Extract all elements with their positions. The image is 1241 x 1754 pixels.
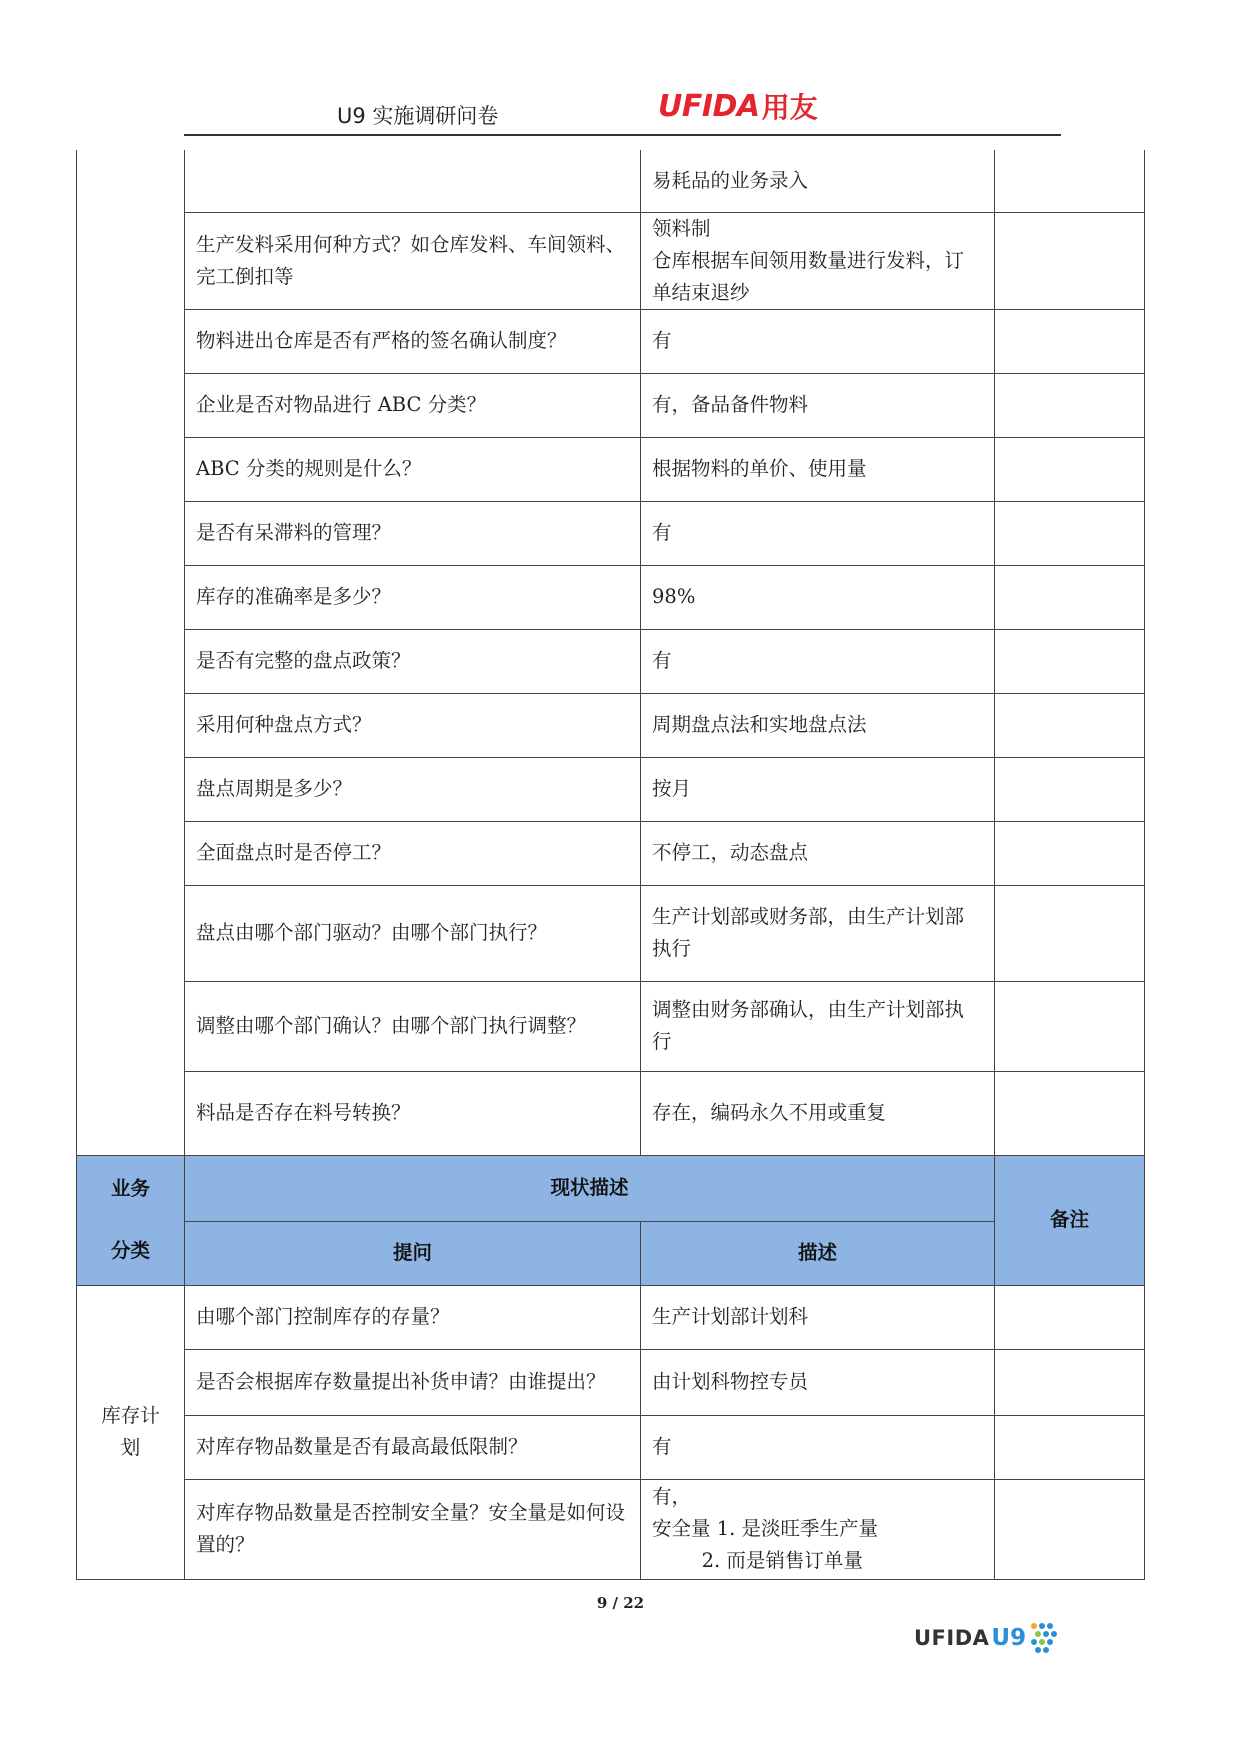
table-row — [77, 693, 1145, 757]
table-row — [77, 1479, 1145, 1579]
remark-cell — [995, 437, 1145, 501]
question-cell: 生产发料采用何种方式？如仓库发料、车间领料、完工倒扣等 — [185, 212, 641, 309]
remark-cell — [995, 1415, 1145, 1479]
answer-cell: 按月 — [641, 757, 995, 821]
footer-logo-u9: U9 — [991, 1625, 1027, 1651]
answer-cell: 周期盘点法和实地盘点法 — [641, 693, 995, 757]
answer-cell: 根据物料的单价、使用量 — [641, 437, 995, 501]
table-row — [77, 629, 1145, 693]
table-row — [77, 1415, 1145, 1479]
table-row — [77, 821, 1145, 885]
table-row — [77, 1071, 1145, 1155]
answer-cell: 有 — [641, 629, 995, 693]
remark-cell — [995, 501, 1145, 565]
table-row — [77, 437, 1145, 501]
question-cell: 采用何种盘点方式？ — [185, 693, 641, 757]
table-row — [77, 981, 1145, 1071]
remark-cell — [995, 757, 1145, 821]
table-row — [77, 212, 1145, 309]
answer-cell: 易耗品的业务录入 — [641, 150, 995, 212]
answer-cell: 调整由财务部确认，由生产计划部执行 — [641, 981, 995, 1071]
logo-text-en: UFIDA — [658, 88, 760, 124]
question-cell: 对库存物品数量是否控制安全量？安全量是如何设置的？ — [185, 1479, 641, 1579]
remark-cell — [995, 629, 1145, 693]
category-label: 库存计 划 — [77, 1285, 185, 1579]
header-remark: 备注 — [995, 1155, 1145, 1285]
header-status: 现状描述 — [185, 1155, 995, 1221]
remark-cell — [995, 309, 1145, 373]
table-row — [77, 1349, 1145, 1415]
remark-cell — [995, 373, 1145, 437]
dots-icon — [1028, 1622, 1058, 1654]
remark-cell — [995, 821, 1145, 885]
question-cell: 由哪个部门控制库存的存量？ — [185, 1285, 641, 1349]
ufida-u9-logo — [914, 1622, 1058, 1654]
question-cell: 是否有呆滞料的管理？ — [185, 501, 641, 565]
remark-cell — [995, 1285, 1145, 1349]
document-title: U9 实施调研问卷 — [337, 104, 499, 128]
remark-cell — [995, 565, 1145, 629]
answer-cell: 领料制 仓库根据车间领用数量进行发料，订单结束退纱 — [641, 212, 995, 309]
answer-cell: 生产计划部或财务部，由生产计划部执行 — [641, 885, 995, 981]
header-category: 业务 分类 — [77, 1155, 185, 1285]
page-number: 9 / 22 — [596, 1594, 645, 1612]
table-row — [77, 501, 1145, 565]
header-question: 提问 — [185, 1221, 641, 1285]
question-cell: 对库存物品数量是否有最高最低限制？ — [185, 1415, 641, 1479]
ufida-logo — [658, 88, 818, 124]
remark-cell — [995, 150, 1145, 212]
survey-table — [76, 150, 1145, 1580]
question-cell: 调整由哪个部门确认？由哪个部门执行调整？ — [185, 981, 641, 1071]
footer-logo-en: UFIDA — [914, 1626, 990, 1650]
answer-cell: 有， 安全量 1. 是淡旺季生产量 2. 而是销售订单量 — [641, 1479, 995, 1579]
answer-cell: 存在，编码永久不用或重复 — [641, 1071, 995, 1155]
question-cell: 全面盘点时是否停工？ — [185, 821, 641, 885]
answer-cell: 98% — [641, 565, 995, 629]
remark-cell — [995, 1349, 1145, 1415]
remark-cell — [995, 212, 1145, 309]
question-cell: 企业是否对物品进行 ABC 分类？ — [185, 373, 641, 437]
table-row — [77, 150, 1145, 212]
question-cell: 是否有完整的盘点政策？ — [185, 629, 641, 693]
answer-cell: 有 — [641, 309, 995, 373]
header-description: 描述 — [641, 1221, 995, 1285]
question-cell: 是否会根据库存数量提出补货申请？由谁提出？ — [185, 1349, 641, 1415]
answer-cell: 不停工，动态盘点 — [641, 821, 995, 885]
table-header-row — [77, 1155, 1145, 1221]
answer-cell: 有 — [641, 1415, 995, 1479]
remark-cell — [995, 981, 1145, 1071]
table-row — [77, 309, 1145, 373]
logo-text-cn: 用友 — [761, 91, 818, 124]
remark-cell — [995, 1479, 1145, 1579]
remark-cell — [995, 885, 1145, 981]
question-cell: 物料进出仓库是否有严格的签名确认制度？ — [185, 309, 641, 373]
question-cell: 库存的准确率是多少？ — [185, 565, 641, 629]
answer-cell: 由计划科物控专员 — [641, 1349, 995, 1415]
question-cell: ABC 分类的规则是什么？ — [185, 437, 641, 501]
table-row — [77, 565, 1145, 629]
table-row — [77, 1285, 1145, 1349]
question-cell: 盘点周期是多少？ — [185, 757, 641, 821]
table-row — [77, 885, 1145, 981]
header-divider — [184, 134, 1061, 136]
table-row — [77, 757, 1145, 821]
question-cell — [185, 150, 641, 212]
remark-cell — [995, 693, 1145, 757]
table-header-row — [77, 1221, 1145, 1285]
remark-cell — [995, 1071, 1145, 1155]
category-cell — [77, 150, 185, 1155]
answer-cell: 有 — [641, 501, 995, 565]
table-row — [77, 373, 1145, 437]
question-cell: 盘点由哪个部门驱动？由哪个部门执行？ — [185, 885, 641, 981]
answer-cell: 有，备品备件物料 — [641, 373, 995, 437]
answer-cell: 生产计划部计划科 — [641, 1285, 995, 1349]
question-cell: 料品是否存在料号转换？ — [185, 1071, 641, 1155]
